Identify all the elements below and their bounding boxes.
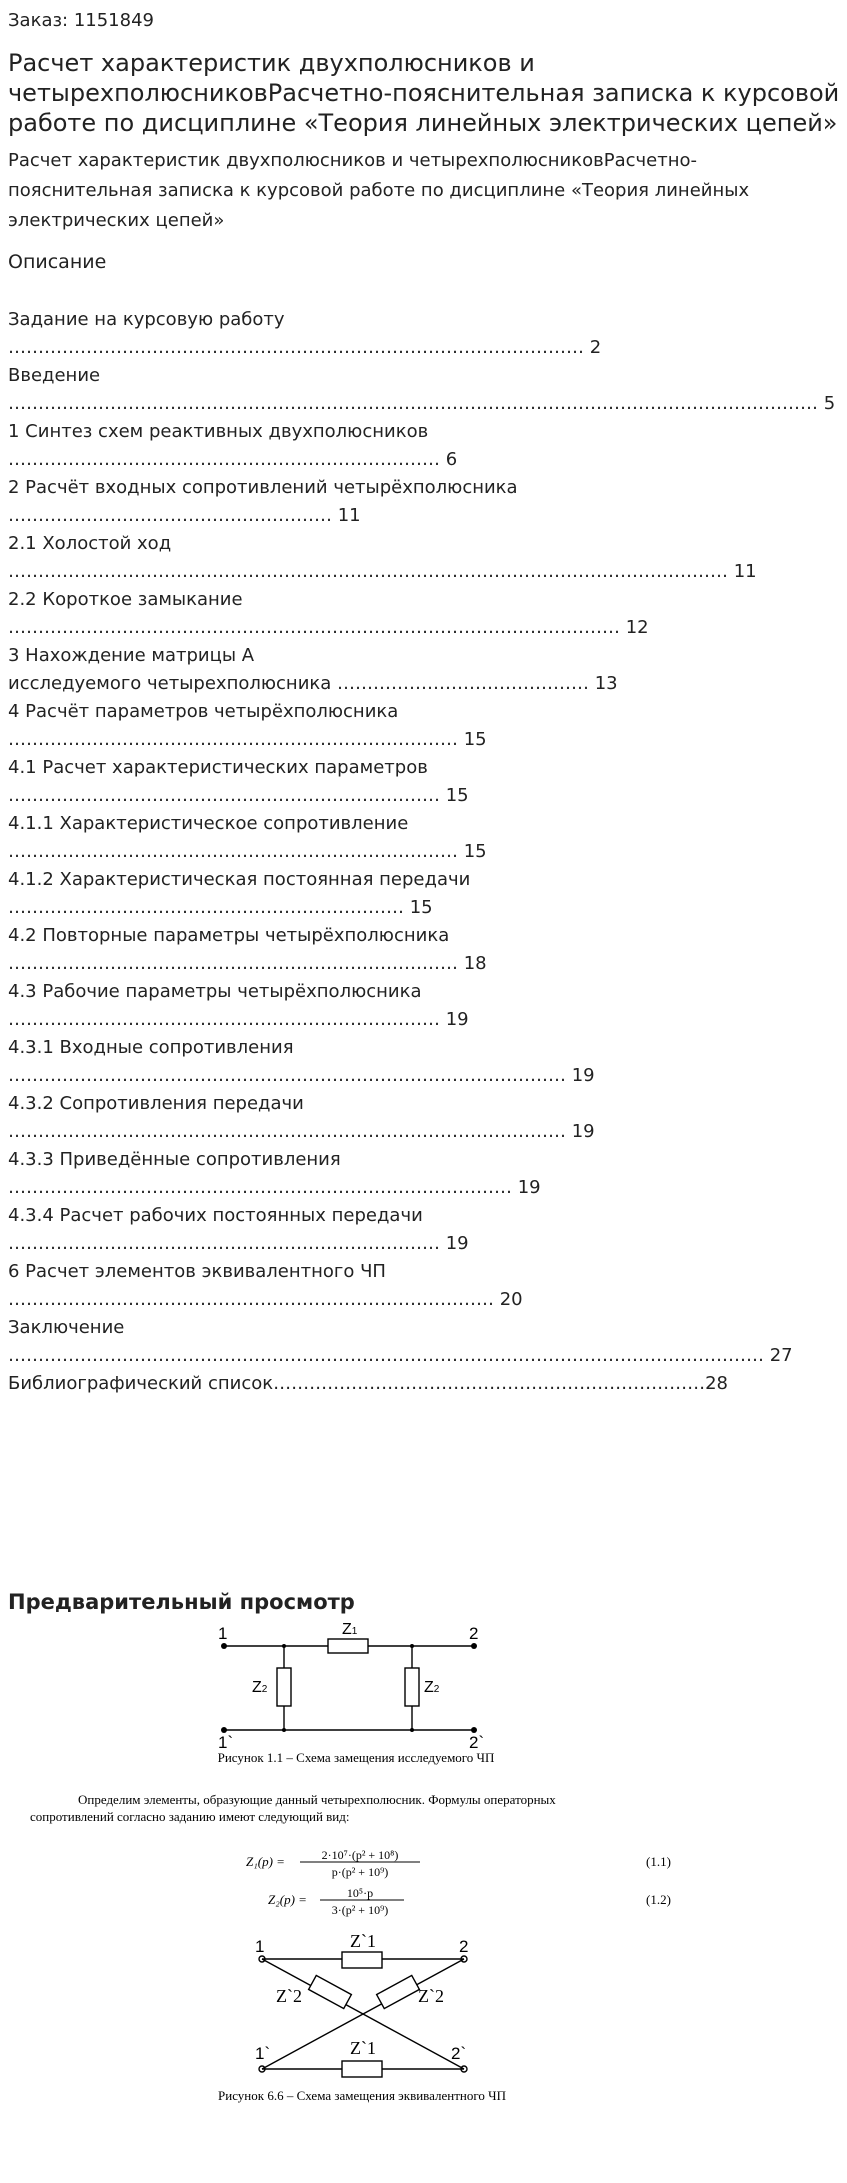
resistor-z2-right xyxy=(405,1668,419,1706)
subtitle-line-2: пояснительная записка к курсовой работе по дисциплине «Теория линейных xyxy=(8,180,750,201)
eq2-lhs: Z₂(p) = xyxy=(268,1892,307,1907)
junction-dot xyxy=(410,1728,414,1732)
toc-page-leader: ……………………………………………… 11 xyxy=(8,505,361,526)
description-heading: Описание xyxy=(8,251,107,273)
toc-page-leader: ………………………………………………………………………… 19 xyxy=(8,1177,541,1198)
toc-entry: 4 Расчёт параметров четырёхполюсника xyxy=(8,701,399,722)
toc-entry: 4.3.4 Расчет рабочих постоянных передачи xyxy=(8,1205,423,1226)
toc-entry: Задание на курсовую работу xyxy=(8,309,285,330)
toc-page-leader: ………………………………………………………………………………………… 12 xyxy=(8,617,649,638)
title-line-2: четырехполюсниковРасчетно-пояснительная записка к курсовой xyxy=(8,79,840,107)
eq1-denominator: p·(p² + 10⁹) xyxy=(331,1865,389,1879)
z-symbol: Z xyxy=(252,1679,262,1696)
toc-entry: 6 Расчет элементов эквивалентного ЧП xyxy=(8,1261,386,1282)
label-z2-right xyxy=(424,1679,440,1696)
resistor-z2-diagonal-right xyxy=(377,1975,420,2008)
toc-entry: 4.2 Повторные параметры четырёхполюсника xyxy=(8,925,450,946)
toc-page-leader: ………………………………………………………………………………… 19 xyxy=(8,1065,595,1086)
subtitle-line-1: Расчет характеристик двухполюсников и четырехполюсниковРасчетно- xyxy=(8,150,697,171)
page-subtitle xyxy=(8,146,839,236)
toc-entry: 2 Расчёт входных сопротивлений четырёхполюсника xyxy=(8,477,518,498)
node-label-1: 1 xyxy=(255,1937,265,1956)
eq1-lhs: Z₁(p) = xyxy=(246,1854,285,1869)
z-subscript: 2 xyxy=(261,1684,268,1695)
toc-page-leader: ……………………………………………………………… 19 xyxy=(8,1233,469,1254)
document-preview xyxy=(8,1622,839,2152)
node-label-1p: 1` xyxy=(255,2044,271,2063)
node-label-2: 2 xyxy=(469,1624,479,1643)
toc-entry: 4.1.1 Характеристическое сопротивление xyxy=(8,813,409,834)
toc-page-leader: ……………………………………………………………………………………………………………………… 5 xyxy=(8,393,836,414)
table-of-contents xyxy=(8,306,839,1398)
resistor-z2-diagonal-left xyxy=(309,1975,352,2008)
toc-entry: 4.3 Рабочие параметры четырёхполюсника xyxy=(8,981,422,1002)
toc-entry: 4.3.1 Входные сопротивления xyxy=(8,1037,294,1058)
eq1-numerator: 2·10⁷·(p² + 10⁸) xyxy=(321,1848,399,1862)
toc-entry: 4.1.2 Характеристическая постоянная передачи xyxy=(8,869,471,890)
eq2-numerator: 10⁵·p xyxy=(346,1886,374,1900)
resistor-z1-bottom xyxy=(342,2061,382,2077)
toc-page-leader: ……………………………………………………………… 15 xyxy=(8,785,469,806)
paragraph-line-1: Определим элементы, образующие данный четырехполюсник. Формулы операторных xyxy=(78,1792,556,1807)
label-z2-left: Z`2 xyxy=(276,1986,302,2006)
toc-entry: Введение xyxy=(8,365,101,386)
toc-entry: Заключение xyxy=(8,1317,125,1338)
terminal-dot xyxy=(471,1643,477,1649)
order-number: Заказ: 1151849 xyxy=(8,10,154,31)
subtitle-line-3: электрических цепей» xyxy=(8,210,225,231)
z-subscript: 2 xyxy=(433,1684,440,1695)
eq2-tag: (1.2) xyxy=(646,1892,671,1907)
resistor-z1 xyxy=(328,1639,368,1653)
toc-entry: 3 Нахождение матрицы А xyxy=(8,645,255,666)
label-z2-right: Z`2 xyxy=(418,1986,444,2006)
label-z1-bottom: Z`1 xyxy=(350,2038,376,2058)
figure-2-caption: Рисунок 6.6 – Схема замещения эквивалентного ЧП xyxy=(218,2088,506,2103)
node-label-2: 2 xyxy=(459,1937,469,1956)
eq1-tag: (1.1) xyxy=(646,1854,671,1869)
label-z1-top: Z`1 xyxy=(350,1931,376,1951)
toc-entry: 4.1 Расчет характеристических параметров xyxy=(8,757,428,778)
junction-dot xyxy=(282,1644,286,1648)
node-label-2p: 2` xyxy=(469,1733,485,1752)
equation-1-2 xyxy=(268,1886,671,1917)
figure-2-circuit xyxy=(259,1952,467,2077)
toc-entry: 4.3.2 Сопротивления передачи xyxy=(8,1093,304,1114)
figure-2-labels xyxy=(255,1931,468,2063)
toc-page-leader: ………………………………………………………………… 18 xyxy=(8,953,487,974)
toc-entry: 1 Синтез схем реактивных двухполюсников xyxy=(8,421,429,442)
z-subscript: 1 xyxy=(351,1626,358,1637)
resistor-z2-left xyxy=(277,1668,291,1706)
title-line-1: Расчет характеристик двухполюсников и xyxy=(8,49,535,77)
toc-page-leader: ……………………………………………………………… 6 xyxy=(8,449,458,470)
toc-page-leader: ………………………………………………………………………………… 19 xyxy=(8,1121,595,1142)
z-symbol: Z xyxy=(424,1679,434,1696)
equation-1-1 xyxy=(246,1848,671,1879)
junction-dot xyxy=(410,1644,414,1648)
title-line-3: работе по дисциплине «Теория линейных электрических цепей» xyxy=(8,109,838,137)
preview-page-svg xyxy=(8,1622,839,2152)
junction-dot xyxy=(282,1728,286,1732)
toc-entry: 2.2 Короткое замыкание xyxy=(8,589,243,610)
toc-page-leader: исследуемого четырехполюсника …………………………………… 13 xyxy=(8,673,618,694)
toc-entry: 4.3.3 Приведённые сопротивления xyxy=(8,1149,341,1170)
toc-page-leader: …………………………………………………………………………………… 2 xyxy=(8,337,602,358)
toc-page-leader: ……………………………………………………………… 19 xyxy=(8,1009,469,1030)
figure-1-labels xyxy=(218,1622,484,1752)
resistor-z1-top xyxy=(342,1952,382,1968)
page-title xyxy=(8,48,839,138)
z-symbol: Z xyxy=(342,1622,352,1638)
preview-heading: Предварительный просмотр xyxy=(8,1590,355,1614)
toc-page-leader: ………………………………………………………………… 15 xyxy=(8,841,487,862)
node-label-2p: 2` xyxy=(451,2044,467,2063)
node-label-1p: 1` xyxy=(218,1733,234,1752)
node-label-1: 1 xyxy=(218,1624,228,1643)
toc-entry: 2.1 Холостой ход xyxy=(8,533,172,554)
label-z1 xyxy=(342,1622,358,1638)
toc-page-leader: ……………………………………………………………………… 20 xyxy=(8,1289,523,1310)
toc-page-leader: ………………………………………………………………………………………………………… 11 xyxy=(8,561,757,582)
label-z2-left xyxy=(252,1679,268,1696)
toc-page-leader: ………………………………………………………… 15 xyxy=(8,897,433,918)
toc-page-leader: ………………………………………………………………… 15 xyxy=(8,729,487,750)
toc-page-leader: ……………………………………………………………………………………………………………… 27 xyxy=(8,1345,793,1366)
toc-page-leader: Библиографический список………………………………………………………………28 xyxy=(8,1373,729,1394)
paragraph-line-2: сопротивлений согласно заданию имеют следующий вид: xyxy=(30,1809,350,1824)
eq2-denominator: 3·(p² + 10⁹) xyxy=(331,1903,389,1917)
terminal-dot xyxy=(221,1643,227,1649)
figure-1-caption: Рисунок 1.1 – Схема замещения исследуемого ЧП xyxy=(217,1750,495,1765)
